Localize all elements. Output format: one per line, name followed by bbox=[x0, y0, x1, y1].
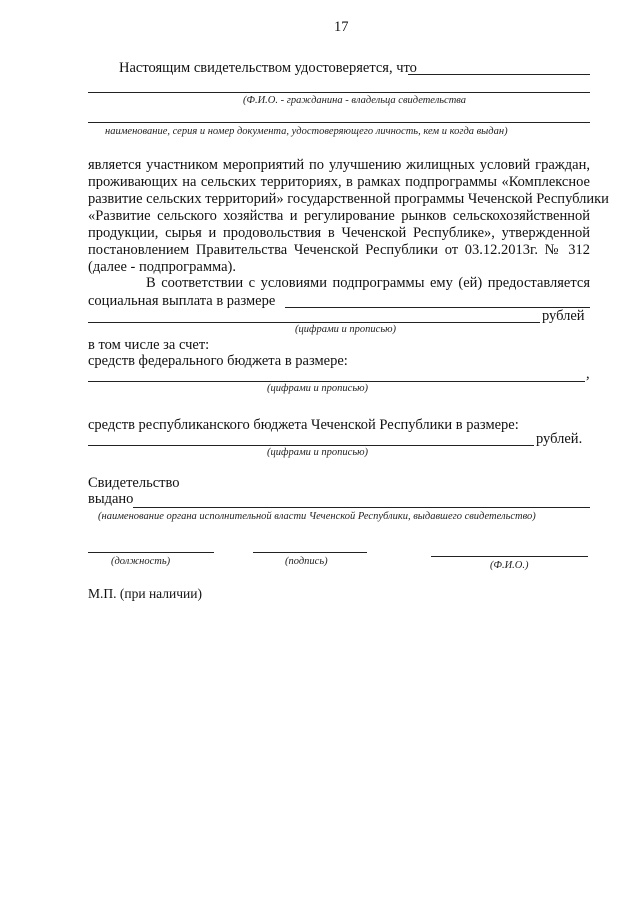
amount-hint-1: (цифрами и прописью) bbox=[295, 324, 396, 335]
paragraph2-line1: В соответствии с условиями подпрограммы ему (ей) предоставляется bbox=[146, 275, 590, 291]
rubles-label-1: рублей bbox=[542, 308, 585, 324]
paragraph2-line2: социальная выплата в размере bbox=[88, 293, 276, 309]
including-text: в том числе за счет: bbox=[88, 337, 210, 353]
position-line bbox=[88, 552, 214, 553]
holder-name-line-1 bbox=[408, 74, 590, 75]
republic-budget-text: средств республиканского бюджета Чеченской Республики в размере: bbox=[88, 417, 519, 433]
signature-line bbox=[253, 552, 367, 553]
paragraph1-last-line: (далее - подпрограмма). bbox=[88, 259, 236, 275]
paragraph1-line: постановлением Правительства Чеченской Республики от 03.12.2013г. № 312 bbox=[88, 242, 590, 258]
rubles-label-2: рублей. bbox=[536, 431, 583, 447]
fio-line bbox=[431, 556, 588, 557]
intro-text: Настоящим свидетельством удостоверяется, что bbox=[119, 60, 417, 76]
page-number: 17 bbox=[334, 19, 349, 35]
paragraph1-line: проживающих на сельских территориях, в рамках подпрограммы «Комплексное bbox=[88, 174, 590, 190]
issuer-line bbox=[133, 507, 590, 508]
holder-name-line-2 bbox=[88, 92, 590, 93]
document-line bbox=[88, 122, 590, 123]
amount-hint-2: (цифрами и прописью) bbox=[267, 383, 368, 394]
document-hint: наименование, серия и номер документа, удостоверяющего личность, кем и когда выдан) bbox=[105, 126, 508, 137]
paragraph1-line: «Развитие сельского хозяйства и регулирование рынков сельскохозяйственной bbox=[88, 208, 590, 224]
paragraph1-line: является участником мероприятий по улучшению жилищных условий граждан, bbox=[88, 157, 590, 173]
stamp-label: М.П. (при наличии) bbox=[88, 586, 202, 601]
paragraph1-line: продукции, сырья и продовольствия в Чеченской Республике», утвержденной bbox=[88, 225, 590, 241]
federal-amount-line bbox=[88, 381, 585, 382]
federal-budget-text: средств федерального бюджета в размере: bbox=[88, 353, 348, 369]
position-hint: (должность) bbox=[111, 556, 171, 567]
fio-holder-hint: (Ф.И.О. - гражданина - владельца свидетельства bbox=[243, 95, 467, 106]
certificate-label: Свидетельство bbox=[88, 475, 180, 491]
payment-amount-line-2 bbox=[88, 322, 540, 323]
signature-hint: (подпись) bbox=[285, 556, 328, 567]
fio-hint: (Ф.И.О.) bbox=[490, 560, 529, 571]
issued-label: выдано bbox=[88, 491, 134, 507]
amount-hint-3: (цифрами и прописью) bbox=[267, 447, 368, 458]
paragraph1-line: развитие сельских территорий» государственной программы Чеченской Республики bbox=[88, 191, 609, 207]
federal-comma: , bbox=[586, 366, 590, 382]
republic-amount-line bbox=[88, 445, 534, 446]
issuer-hint: (наименование органа исполнительной власти Чеченской Республики, выдавшего свидетельство) bbox=[98, 511, 536, 522]
